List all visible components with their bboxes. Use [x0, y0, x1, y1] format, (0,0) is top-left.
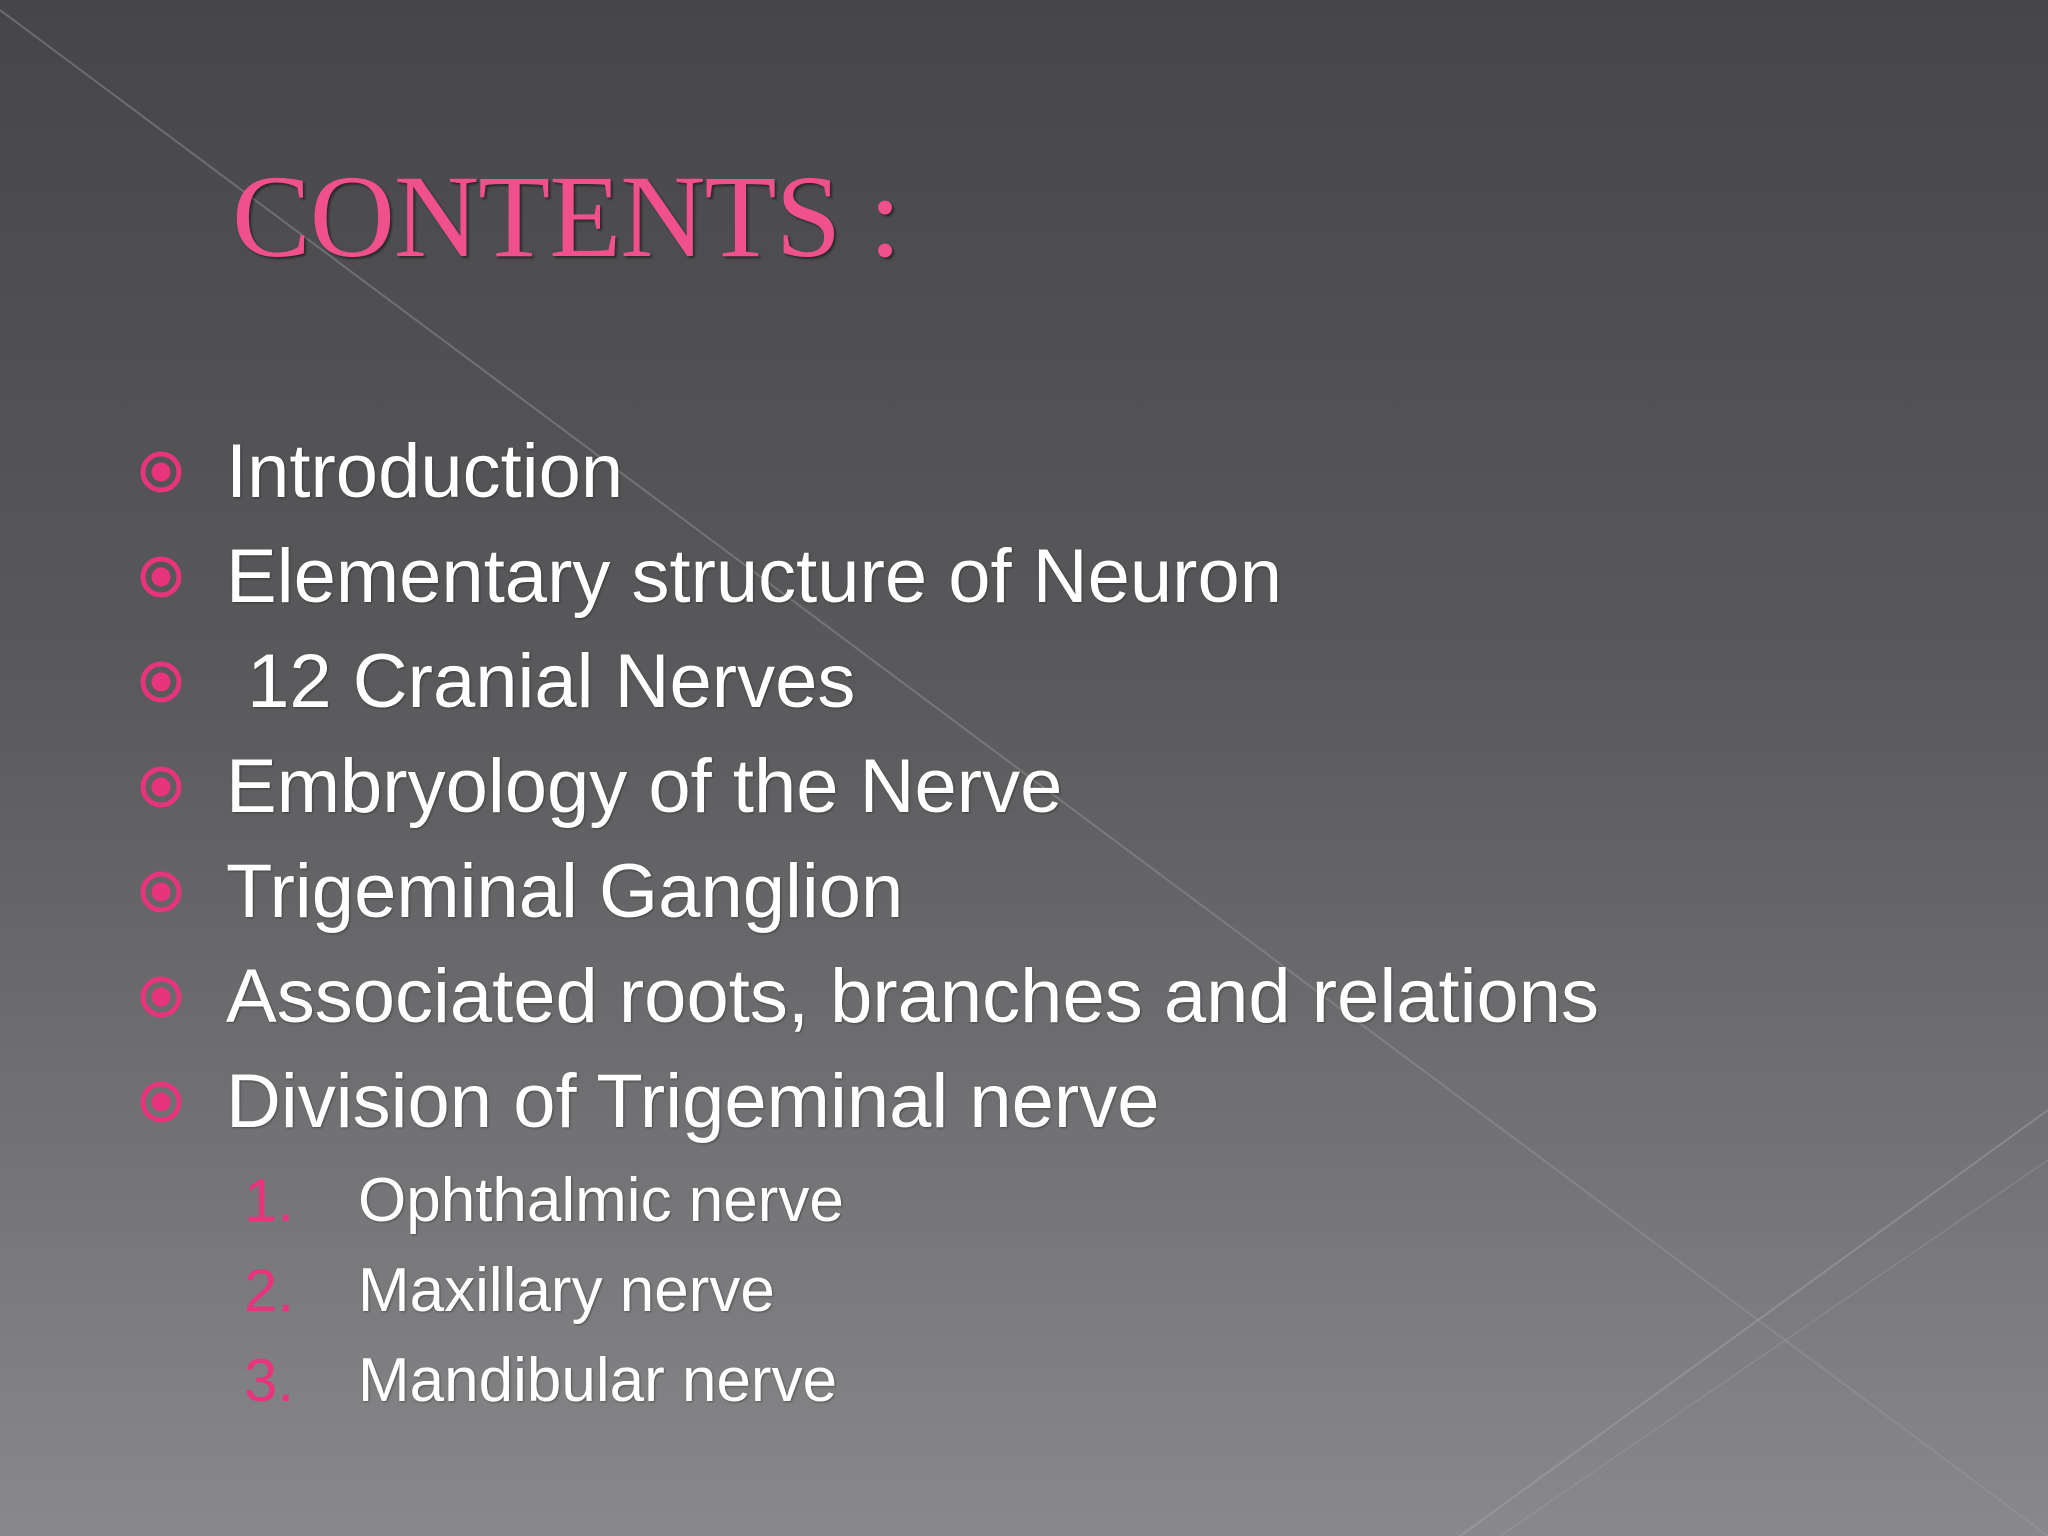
target-circle-icon	[138, 974, 184, 1020]
sub-item-number: 1.	[244, 1167, 295, 1234]
bullet-item-trigeminal-ganglion	[138, 847, 903, 937]
target-circle-icon	[138, 659, 184, 705]
bullet-label: 12 Cranial Nerves	[226, 639, 856, 724]
bullet-label: Elementary structure of Neuron	[226, 534, 1283, 619]
sub-item-label: Maxillary nerve	[358, 1256, 775, 1325]
sub-item-number: 2.	[244, 1257, 295, 1324]
bullet-item-embryology	[138, 742, 1062, 832]
sub-item-label: Ophthalmic nerve	[358, 1166, 844, 1235]
bullet-label: Associated roots, branches and relations	[226, 954, 1600, 1039]
bullet-item-introduction	[138, 427, 623, 517]
slide-title: CONTENTS :	[232, 151, 901, 282]
bullet-item-roots-branches	[138, 952, 1599, 1042]
bullet-label: Trigeminal Ganglion	[226, 849, 904, 934]
bullet-label: Embryology of the Nerve	[226, 744, 1063, 829]
bullet-item-cranial-nerves	[138, 637, 855, 727]
sub-item-mandibular	[244, 1343, 837, 1419]
target-circle-icon	[138, 1079, 184, 1125]
sub-item-maxillary	[244, 1253, 775, 1329]
target-circle-icon	[138, 554, 184, 600]
target-circle-icon	[138, 764, 184, 810]
bullet-label: Division of Trigeminal nerve	[226, 1059, 1160, 1144]
bullet-label: Introduction	[226, 429, 624, 514]
sub-item-label: Mandibular nerve	[358, 1346, 838, 1415]
sub-item-ophthalmic	[244, 1163, 844, 1239]
bullet-item-neuron-structure	[138, 532, 1282, 622]
target-circle-icon	[138, 869, 184, 915]
bullet-item-division	[138, 1057, 1160, 1147]
sub-item-number: 3.	[244, 1347, 295, 1414]
target-circle-icon	[138, 449, 184, 495]
